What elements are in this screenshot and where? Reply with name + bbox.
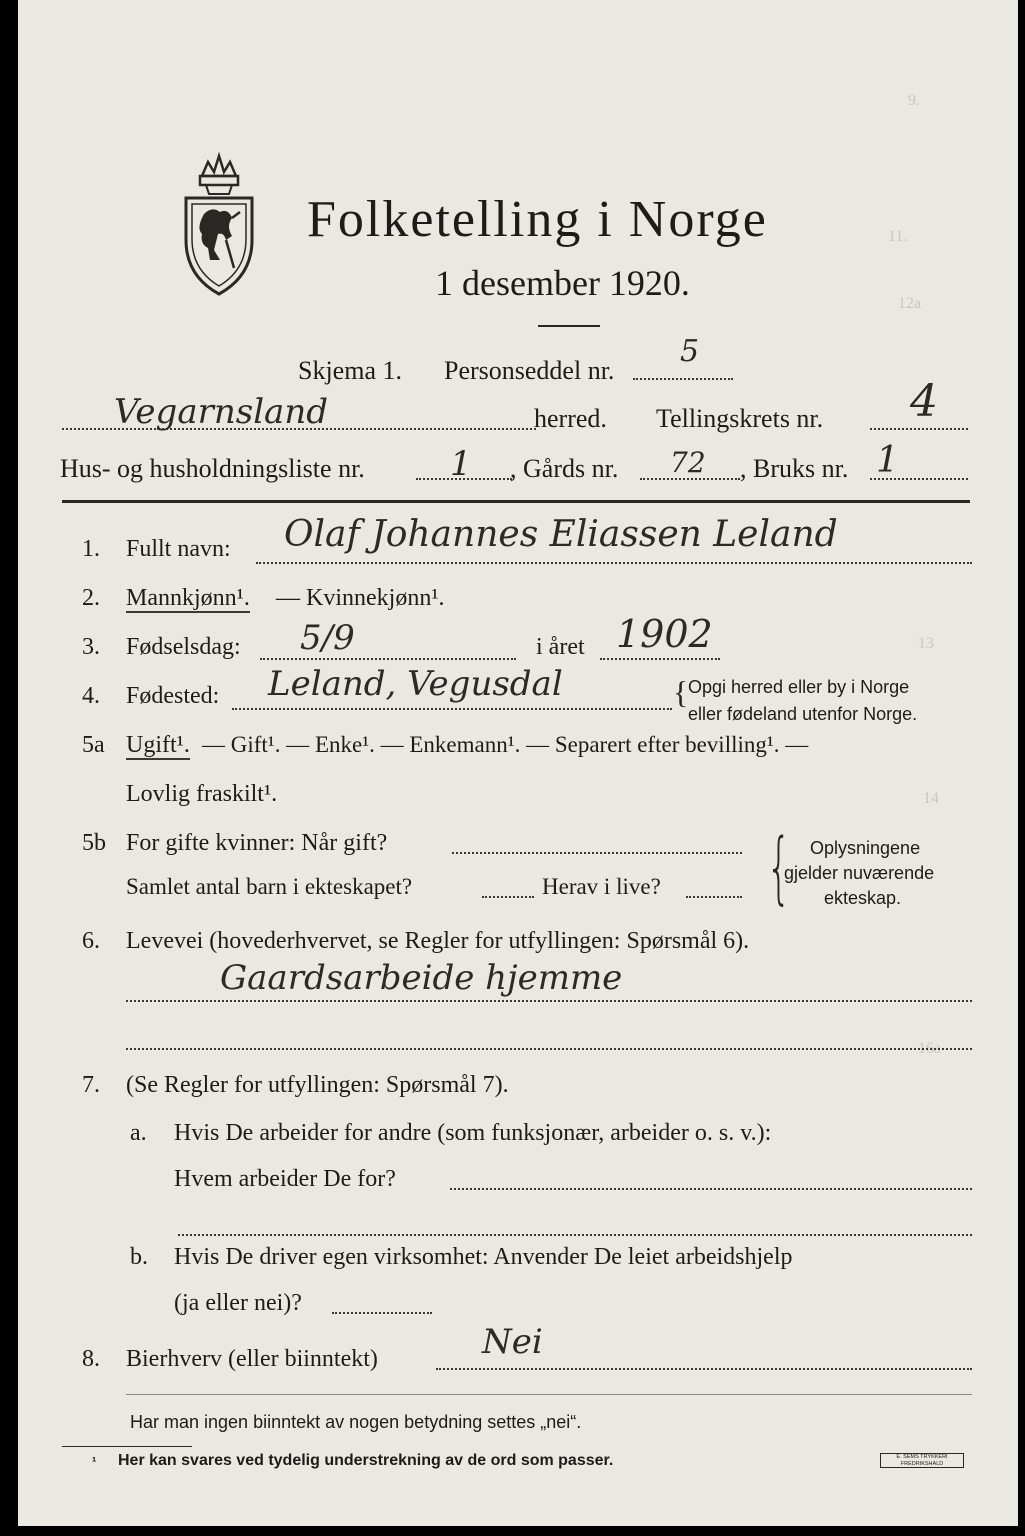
birthyear-value[interactable]: 1902 bbox=[616, 612, 713, 656]
norwegian-coat-of-arms-icon bbox=[176, 148, 262, 298]
birthplace-label: Fødested: bbox=[126, 683, 220, 709]
employer-line-1 bbox=[450, 1188, 972, 1190]
full-name-label: Fullt navn: bbox=[126, 536, 231, 562]
census-date: 1 desember 1920. bbox=[435, 263, 690, 303]
reverse-ghost-text: 12a bbox=[898, 295, 922, 312]
personseddel-value[interactable]: 5 bbox=[680, 334, 700, 369]
birthyear-line bbox=[600, 658, 720, 660]
occupation-value[interactable]: Gaardsarbeide hjemme bbox=[220, 958, 623, 998]
section-divider bbox=[62, 500, 970, 503]
question-number: 2. bbox=[82, 585, 100, 611]
question-number: 5b bbox=[82, 830, 106, 856]
own-business-label: Hvis De driver egen virksomhet: Anvender De leiet arbeidshjelp bbox=[174, 1244, 793, 1270]
gender-male-option[interactable]: Mannkjønn¹. bbox=[126, 585, 250, 611]
side-income-value[interactable]: Nei bbox=[482, 1322, 543, 1362]
birthplace-note-1: Opgi herred eller by i Norge bbox=[688, 677, 910, 697]
reverse-ghost-text: 16a bbox=[918, 1040, 942, 1057]
footnote-mark: ¹ bbox=[92, 1454, 97, 1469]
gards-label: , Gårds nr. bbox=[510, 454, 619, 483]
question-number: 8. bbox=[82, 1346, 100, 1372]
personseddel-line bbox=[633, 378, 733, 380]
employment-label: (Se Regler for utfyllingen: Spørsmål 7). bbox=[126, 1072, 509, 1098]
gender-female-option[interactable]: — Kvinnekjønn¹. bbox=[276, 585, 445, 611]
question-number: 1. bbox=[82, 536, 100, 562]
occupation-line-1 bbox=[126, 1000, 972, 1002]
reverse-ghost-text: 9. bbox=[908, 92, 920, 109]
employer-line-2 bbox=[178, 1234, 972, 1236]
question-number: 3. bbox=[82, 634, 100, 660]
herred-label: herred. bbox=[534, 404, 607, 433]
marriage-note-1: Oplysningene bbox=[810, 838, 921, 858]
question-letter: b. bbox=[130, 1244, 148, 1270]
title-divider bbox=[538, 325, 600, 327]
birthyear-label: i året bbox=[536, 634, 585, 660]
reverse-ghost-text: 14 bbox=[923, 790, 939, 807]
children-total-label: Samlet antal barn i ekteskapet? bbox=[126, 874, 413, 899]
husholdningsliste-value[interactable]: 1 bbox=[450, 444, 472, 484]
footnote-text: Her kan svares ved tydelig understrekning av de ord som passer. bbox=[118, 1452, 614, 1469]
form-title: Folketelling i Norge bbox=[307, 191, 768, 248]
hired-help-label: (ja eller nei)? bbox=[174, 1290, 302, 1316]
marriage-note-2: gjelder nuværende bbox=[784, 863, 935, 883]
tellingskrets-label: Tellingskrets nr. bbox=[656, 404, 824, 433]
side-income-label: Bierhverv (eller biinntekt) bbox=[126, 1346, 378, 1372]
question-number: 6. bbox=[82, 928, 100, 954]
marital-fraskilt-option[interactable]: Lovlig fraskilt¹. bbox=[126, 781, 278, 807]
census-form-page bbox=[18, 0, 1018, 1526]
herred-value[interactable]: Vegarnsland bbox=[114, 392, 328, 432]
personseddel-label: Personseddel nr. bbox=[444, 356, 615, 385]
children-total-line bbox=[482, 896, 534, 898]
question-letter: a. bbox=[130, 1120, 147, 1146]
birthdate-label: Fødselsdag: bbox=[126, 634, 241, 660]
married-when-line bbox=[452, 852, 742, 854]
occupation-line-2 bbox=[126, 1048, 972, 1050]
marital-other-options[interactable]: — Gift¹. — Enke¹. — Enkemann¹. — Separert efter bevilling¹. — bbox=[202, 732, 809, 757]
children-alive-label: Herav i live? bbox=[542, 874, 661, 899]
birthdate-value[interactable]: 5/9 bbox=[300, 618, 355, 658]
gards-value[interactable]: 72 bbox=[670, 446, 706, 479]
marital-ugift-option[interactable]: Ugift¹. bbox=[126, 732, 190, 758]
birthplace-value[interactable]: Leland, Vegusdal bbox=[268, 664, 563, 704]
occupation-label: Levevei (hovederhvervet, se Regler for utfyllingen: Spørsmål 6). bbox=[126, 928, 750, 954]
side-income-line bbox=[436, 1368, 972, 1370]
full-name-value[interactable]: Olaf Johannes Eliassen Leland bbox=[284, 514, 838, 555]
birthdate-line bbox=[260, 658, 516, 660]
brace-icon: { bbox=[673, 674, 689, 710]
question-number: 7. bbox=[82, 1072, 100, 1098]
full-name-line bbox=[256, 562, 972, 564]
birthplace-line bbox=[232, 708, 672, 710]
employer-label: Hvem arbeider De for? bbox=[174, 1166, 396, 1192]
hired-help-line bbox=[332, 1312, 432, 1314]
marriage-note-3: ekteskap. bbox=[824, 888, 902, 908]
reverse-ghost-text: 11. bbox=[888, 228, 908, 245]
bruks-label: , Bruks nr. bbox=[740, 454, 849, 483]
children-alive-line bbox=[686, 896, 742, 898]
husholdningsliste-label: Hus- og husholdningsliste nr. bbox=[60, 454, 365, 483]
birthplace-note-2: eller fødeland utenfor Norge. bbox=[688, 704, 918, 724]
question-number: 4. bbox=[82, 683, 100, 709]
footnote-divider bbox=[62, 1446, 192, 1447]
reverse-ghost-text: 13 bbox=[918, 635, 934, 652]
side-income-note: Har man ingen biinntekt av nogen betydning settes „nei“. bbox=[130, 1412, 582, 1432]
printer-stamp: E. SEMS TRYKKERI FREDRIKSHALD bbox=[880, 1453, 964, 1468]
skjema-label: Skjema 1. bbox=[298, 356, 402, 385]
brace-icon: { bbox=[766, 823, 792, 913]
married-when-label: For gifte kvinner: Når gift? bbox=[126, 830, 388, 856]
bruks-value[interactable]: 1 bbox=[876, 440, 899, 481]
tellingskrets-value[interactable]: 4 bbox=[910, 376, 938, 427]
employer-question-label: Hvis De arbeider for andre (som funksjonær, arbeider o. s. v.): bbox=[174, 1120, 772, 1146]
tellingskrets-line bbox=[870, 428, 968, 430]
footer-divider bbox=[126, 1394, 972, 1395]
question-number: 5a bbox=[82, 732, 105, 758]
